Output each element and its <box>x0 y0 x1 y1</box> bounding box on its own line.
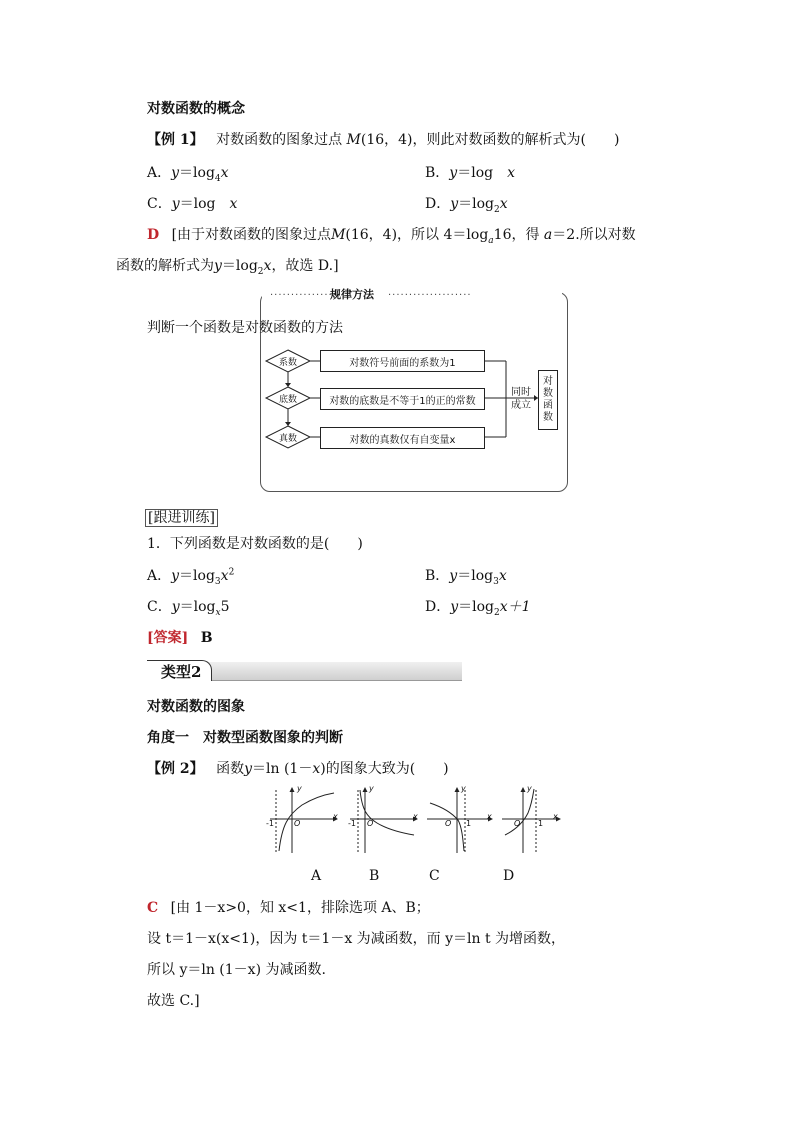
section-title-concept: 对数函数的概念 <box>147 101 245 117</box>
option-a: A．$y=\log_4x$ <box>147 165 229 184</box>
result-box: 对数函数 <box>538 370 558 430</box>
practice-question: 1．下列函数是对数函数的是( ) <box>147 536 363 552</box>
graph-c-origin: O <box>445 819 452 828</box>
diamond-label-argument: 真数 <box>279 434 298 444</box>
practice-option-a: A．$y=\log_3x^2$ <box>147 567 235 587</box>
graph-d-y: y <box>527 784 532 793</box>
graph-b-neg1: -1 <box>348 819 356 828</box>
condition-base: 对数的底数是不等于1的正的常数 <box>320 388 485 410</box>
graph-b-y: y <box>369 784 374 793</box>
graph-a-origin: O <box>294 819 301 828</box>
graph-label-d: D <box>503 868 515 884</box>
graph-c-1: 1 <box>466 819 472 828</box>
practice-option-c: C．$y=\log_x5$ <box>147 599 230 618</box>
type2-badge-box <box>147 660 212 681</box>
practice-header: [跟进训练] <box>145 507 218 527</box>
answer-2-line1: C [由 1－x>0，知 x<1，排除选项 A、B； <box>147 900 430 916</box>
condition-coefficient: 对数符号前面的系数为1 <box>320 350 485 372</box>
example-1-label: 【例 1】 <box>147 132 204 148</box>
answer-1-line2: 函数的解析式为$y=\log_2x$，故选 D.] <box>116 258 339 277</box>
option-d: D．$y=\log_2x$ <box>425 196 508 215</box>
type2-badge: 类型2 <box>161 663 202 681</box>
graph-a-y: y <box>297 784 302 793</box>
graph-c-y: y <box>461 784 466 793</box>
method-dots-right: ···················· <box>388 290 472 301</box>
angle-line: 角度一 对数型函数图象的判断 <box>147 730 343 746</box>
diamond-label-base: 底数 <box>279 395 298 405</box>
graph-c-x: x <box>487 812 492 821</box>
answer-1-letter: D <box>147 227 160 243</box>
graph-b-origin: O <box>367 819 374 828</box>
diamond-label-coefficient: 系数 <box>279 358 298 368</box>
graph-label-c: C <box>429 868 440 884</box>
practice-option-b: B．$y=\log_3x$ <box>425 568 507 587</box>
graph-b-x: x <box>413 812 418 821</box>
graph-c <box>427 788 492 853</box>
graph-label-a: A <box>311 868 322 884</box>
condition-argument: 对数的真数仅有自变量x <box>320 427 485 449</box>
graph-d <box>502 788 560 853</box>
graph-a-neg1: -1 <box>266 819 274 828</box>
graph-label-b: B <box>369 868 380 884</box>
example-1-line <box>147 129 619 149</box>
graph-d-origin: O <box>514 819 521 828</box>
option-b: B．y＝log x <box>425 165 515 181</box>
graph-b <box>350 788 417 853</box>
join-label: 同时成立 <box>511 387 531 411</box>
practice-option-d: D．$y=\log_2x+1$ <box>425 599 531 618</box>
answer-2-line3: 所以 y＝ln (1－x) 为减函数. <box>147 962 326 978</box>
answer-1-line1: D [由于对数函数的图象过点M(16，4)，所以 $4=\log_a16$，得 a＝2.所以对数 <box>147 227 636 246</box>
answer-2-line2: 设 t＝1－x(x<1)，因为 t＝1－x 为减函数，而 y＝ln t 为增函数， <box>147 931 566 947</box>
answer-2-line4: 故选 C.] <box>147 993 200 1009</box>
method-header: 规律方法 <box>330 288 374 301</box>
method-dots-left: ················· <box>270 290 342 301</box>
type2-title: 对数函数的图象 <box>147 699 245 715</box>
practice-answer: [答案] B <box>147 630 213 646</box>
example-2-line: 【例 2】 函数y＝ln (1－x)的图象大致为( ) <box>147 761 449 777</box>
option-c: C．y＝log x <box>147 196 238 212</box>
point-coords: (16，4)，则此对数函数的解析式为( ) <box>360 132 620 148</box>
graph-a-x: x <box>333 812 338 821</box>
method-title: 判断一个函数是对数函数的方法 <box>147 320 343 336</box>
point-label: M <box>346 132 361 148</box>
example-1-text: 对数函数的图象过点 <box>216 132 343 148</box>
graph-a <box>270 788 337 853</box>
graph-d-x: x <box>553 812 558 821</box>
graph-d-1: 1 <box>538 819 544 828</box>
